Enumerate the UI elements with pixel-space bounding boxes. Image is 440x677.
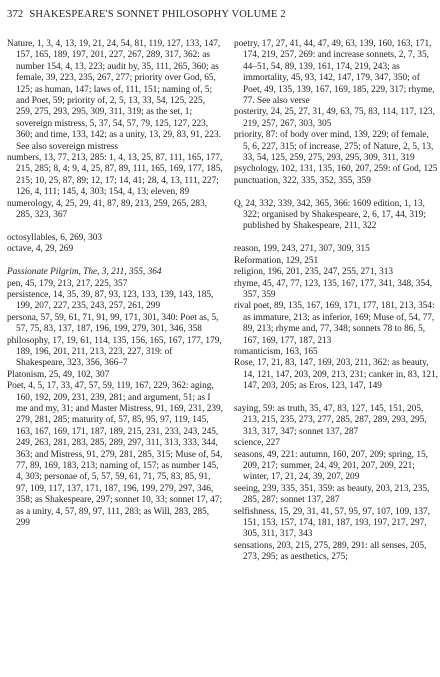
index-entry-romanticism: romanticism, 163, 165 [234, 346, 318, 357]
section-gap [234, 393, 438, 404]
index-entry-reason: reason, 199, 243, 271, 307, 309, 315 [234, 244, 370, 255]
index-entry-priority: priority, 87: of body over mind, 139, 229; of female, 5, 6, 227, 315; of increase, 275; of Nature, 2, 5, 13, 33, 54, 125, 259, 275, 293, 295, 309, 311, 319 [234, 130, 434, 164]
index-entry-pen: pen, 45, 179, 213, 217, 225, 357 [7, 278, 128, 289]
index-entry-platonism: Platonism, 25, 49, 102, 307 [7, 369, 110, 380]
index-column-right [234, 39, 438, 564]
index-entry-sensations: sensations, 203, 215, 275, 289, 291: all senses, 205, 273, 295; as aesthetics, 275; [234, 540, 427, 563]
index-entry-numbers: numbers, 13, 77, 213, 285: 1, 4, 13, 25, 87, 111, 165, 177, 215, 285; 8, 4; 9, 4, 25, 87, 89, 111, 165, 169, 177, 185, 215; 10, 25, 87, 89; 12, 17; 14, 41; 28, 4, 13, 111, 227; 126, 4, 111; 145, 4, 303; 154, 4, 13; eleven, 89 [7, 153, 223, 198]
index-entry-philosophy: philosophy, 17, 19, 61, 114, 135, 156, 165, 167, 177, 179, 189, 196, 201, 211, 213, 223, 227, 319: of Shakespeare, 323, 356, 366–7 [7, 335, 222, 369]
index-entry-rival-poet: rival poet, 89, 135, 167, 169, 171, 177, 181, 213, 354: as immature, 213; as inferior, 169; Muse of, 54, 77, 89, 213; rhyme and, 77, 348; sonnets 78 to 86, 5, 167, 169, 177, 187, 213 [234, 301, 435, 346]
index-entry-octosyllables: octosyllables, 6, 269, 303 [7, 232, 103, 243]
section-gap [7, 256, 223, 267]
index-entry-seasons: seasons, 49, 221: autumn, 160, 207, 209; spring, 15, 209, 217; summer, 24, 49, 201, 207, 209, 221; winter, 17, 21, 24, 39, 207, 209 [234, 449, 428, 483]
index-entry-religion: religion, 196, 201, 235, 247, 255, 271, 313 [234, 267, 394, 278]
index-entry-rhyme: rhyme, 45, 47, 77, 123, 135, 167, 177, 341, 348, 354, 357, 359 [234, 278, 433, 300]
index-column-left [7, 39, 223, 529]
index-entry-punctuation: punctuation, 322, 335, 352, 355, 359 [234, 175, 371, 186]
section-gap [234, 187, 438, 198]
index-entry-posterity: posterity, 24, 25, 27, 31, 49, 63, 75, 83, 114, 117, 123, 219, 257, 267, 303, 305 [234, 107, 435, 129]
index-entry-reformation: Reformation, 129, 251 [234, 255, 319, 266]
index-entry-psychology: psychology, 102, 131, 135, 160, 207, 259: of God, 125 [234, 164, 438, 175]
index-entry-poet: Poet, 4, 5, 17, 33, 47, 57, 59, 119, 167, 229, 362: aging, 160, 192, 209, 231, 239, 281; and argument, 51; as I me and my, 31; and Master Mistress, 91, 169, 231, 239, 279, 281, 285; maturity of, 57, 85, 95, 97, 119, 145, 163, 167, 169, 171, 187, 189, 215, 231, 233, 243, 245, 249, 263, 281, 283, 285, 289, 297, 311, 313, 333, 344, 363; and Mistress, 91, 279, 281, 285, 315; Muse of, 54, 77, 89, 169, 183, 213; naming of, 157; as number 145, 4, 303; personae of, 5, 57, 59, 61, 71, 75, 83, 85, 91, 97, 109, 117, 137, 171, 187, 196, 199, 279, 297, 346, 358; as Shakespeare, 297; sonnet 10, 33; sonnet 17, 47; as a unity, 4, 57, 89, 97, 111, 283; as Will, 283, 285, 299 [7, 381, 224, 529]
index-entry-octave: octave, 4, 29, 269 [7, 244, 74, 255]
index-entry-numerology: numerology, 4, 25, 29, 41, 87, 89, 213, 259, 265, 283, 285, 323, 367 [7, 198, 208, 221]
index-entry-selfishness: selfishness, 15, 29, 31, 41, 57, 95, 97, 107, 109, 137, 151, 153, 157, 174, 181, 187, 193, 197, 217, 297, 305, 311, 317, 343 [234, 506, 431, 540]
index-entry-poetry: poetry, 17, 27, 41, 44, 47, 49, 63, 139, 160, 163, 171, 174, 219, 257, 269: and increase sonnets, 2, 7, 35, 44–51, 54, 89, 139, 161, 174, 219, 243; as immortality, 45, 93, 142, 147, 179, 347, 350; of Poet, 49, 135, 139, 167, 169, 185, 229, 317; rhyme, 77. See also verse [234, 39, 435, 107]
running-title: SHAKESPEARE'S SONNET PHILOSOPHY VOLUME 2 [29, 9, 286, 20]
running-header [7, 9, 286, 20]
index-entry-science: science, 227 [234, 438, 280, 449]
index-entry-nature: Nature, 1, 3, 4, 13, 19, 21, 24, 54, 81, 119, 127, 133, 147, 157, 165, 189, 197, 201, 227, 267, 289, 317, 362: as number 154, 4, 13, 223; audit by, 35, 111, 265, 360; as female, 39, 223, 235, 267, 277; priority over God, 65, 125; as human, 147; laws of, 111, 151; naming of, 5; and Poet, 59; priority of, 2, 5, 13, 33, 54, 125, 225, 259, 275, 293, 295, 309, 311, 319; as the set, 1; sovereign mistress, 5, 37, 54, 57, 79, 125, 127, 223, 360; and time, 133, 142; as a unity, 13, 29, 83, 91, 223. See also sovereign mistress [7, 39, 221, 152]
index-entry-saying: saying, 59: as truth, 35, 47, 83, 127, 145, 151, 205, 213, 215, 235, 273, 277, 285, 287, 289, 293, 295, 313, 317, 347; sonnet 137, 287 [234, 403, 427, 437]
index-entry-passionate-pilgrim: Passionate Pilgrim, The, 3, 211, 355, 364 [7, 267, 162, 278]
index-entry-seeing: seeing, 239, 335, 351, 359: as beauty, 203, 213, 235, 285, 287; sonnet 137, 287 [234, 483, 430, 506]
index-entry-persona: persona, 57, 59, 61, 71, 91, 99, 171, 301, 340: Poet as, 5, 57, 75, 83, 137, 187, 196, 199, 279, 301, 346, 358 [7, 312, 219, 335]
index-entry-rose: Rose, 17, 21, 83, 147, 169, 203, 211, 362: as beauty, 14, 121, 147, 203, 209, 213, 231; canker in, 83, 121, 147, 203, 205; as Eros, 123, 147, 149 [234, 358, 438, 392]
page-number: 372 [7, 9, 24, 20]
index-entry-persistence: persistence, 14, 35, 39, 87, 93, 123, 133, 139, 143, 185, 199, 207, 227, 235, 243, 257, 261, 299 [7, 289, 214, 312]
section-gap [7, 222, 223, 233]
section-gap [234, 233, 438, 244]
index-entry-q: Q, 24, 332, 339, 342, 365, 366: 1609 edition, 1, 13, 322; organised by Shakespeare, 2, 6, 17, 44, 319; published by Shakespeare, 211, 322 [234, 198, 426, 232]
